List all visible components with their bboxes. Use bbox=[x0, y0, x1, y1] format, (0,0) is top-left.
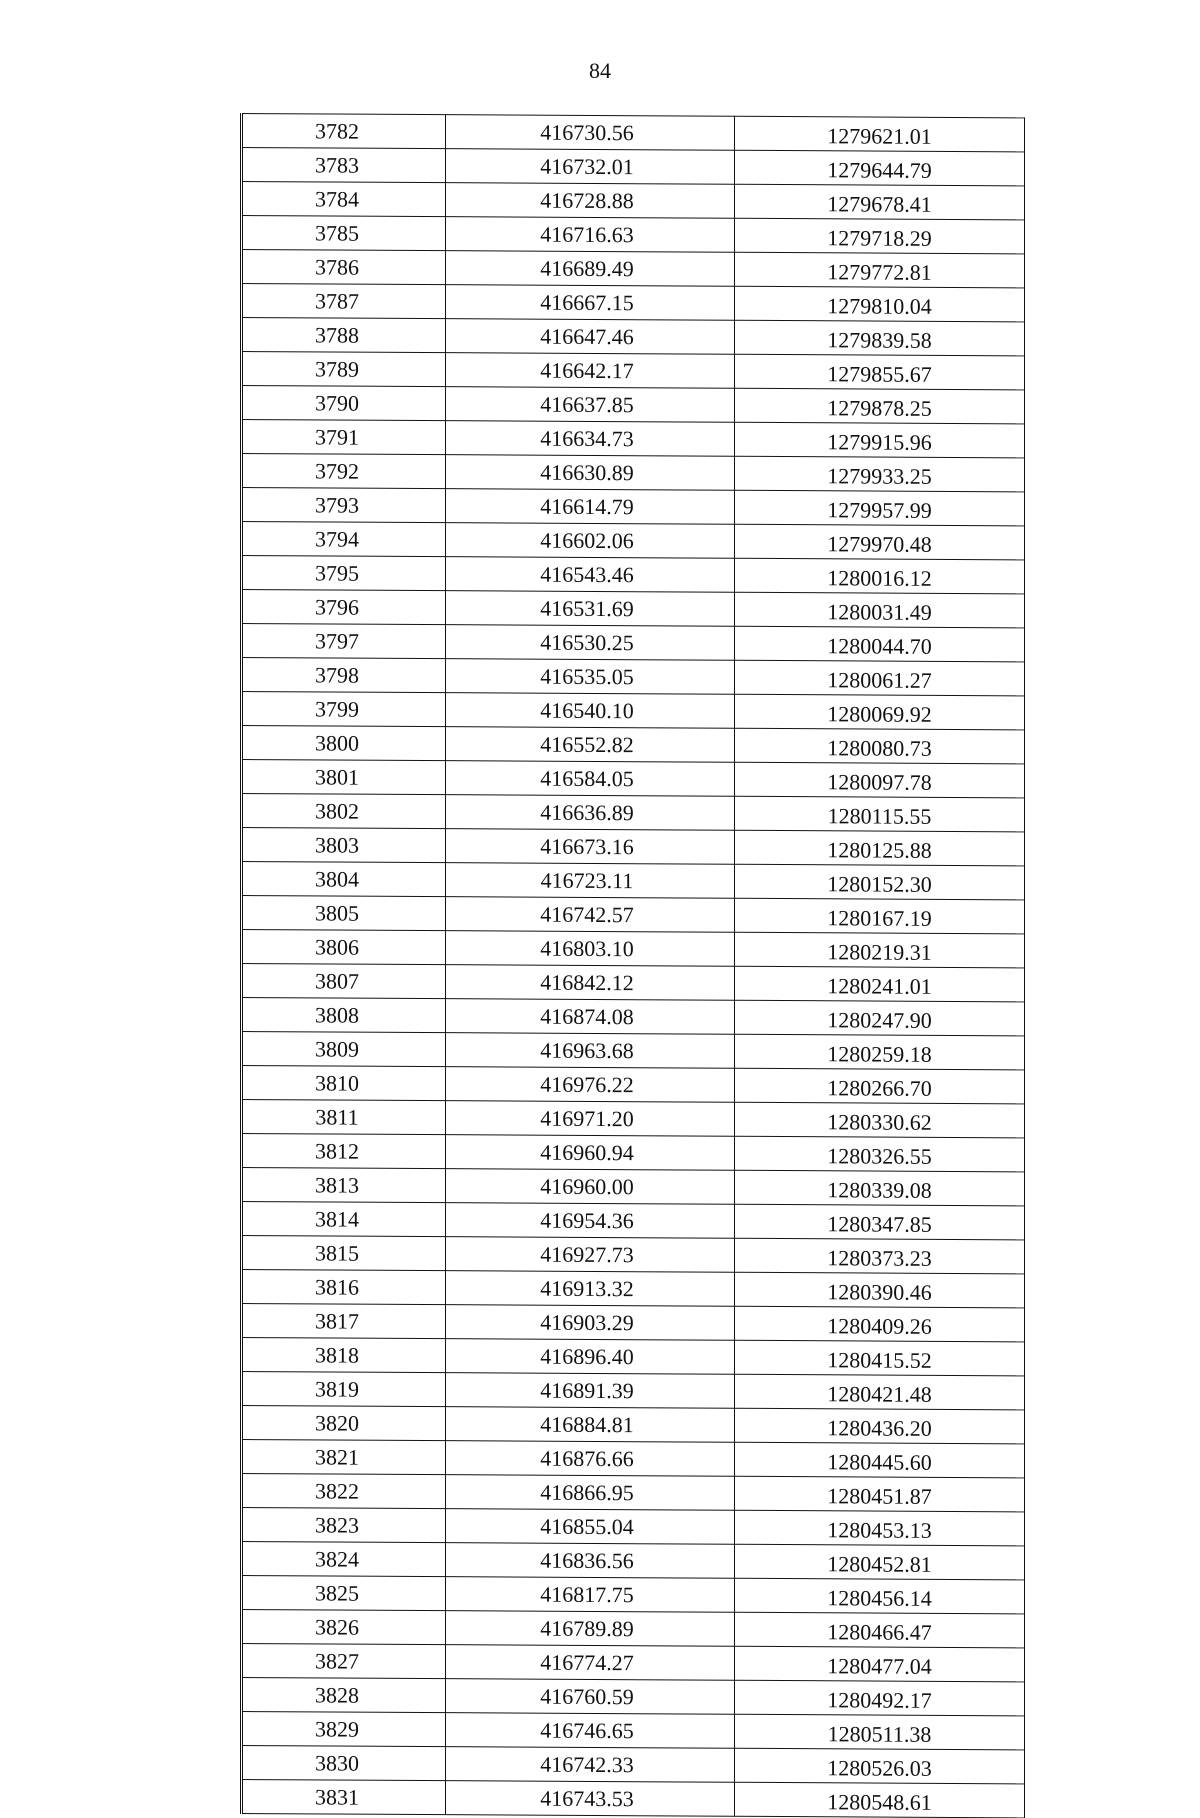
table-row bbox=[242, 760, 1025, 798]
table-row bbox=[242, 1508, 1025, 1546]
point-number-cell: 3829 bbox=[242, 1712, 446, 1747]
point-number-cell: 3805 bbox=[242, 896, 446, 931]
table-row bbox=[242, 1712, 1025, 1750]
table-row bbox=[242, 896, 1025, 934]
point-number-cell: 3815 bbox=[242, 1236, 446, 1271]
y-coordinate-cell: 1280445.60 bbox=[735, 1442, 1025, 1478]
y-coordinate-cell: 1280339.08 bbox=[735, 1170, 1025, 1206]
x-coordinate-cell: 416689.49 bbox=[446, 251, 735, 287]
point-number-cell: 3822 bbox=[242, 1474, 446, 1509]
point-number-cell: 3827 bbox=[242, 1644, 446, 1679]
y-coordinate-cell: 1280548.61 bbox=[735, 1782, 1025, 1818]
x-coordinate-cell: 416789.89 bbox=[446, 1611, 735, 1647]
table-row bbox=[242, 216, 1025, 254]
y-coordinate-cell: 1279621.01 bbox=[735, 116, 1025, 152]
point-number-cell: 3816 bbox=[242, 1270, 446, 1305]
y-coordinate-cell: 1280511.38 bbox=[735, 1714, 1025, 1750]
point-number-cell: 3806 bbox=[242, 930, 446, 965]
y-coordinate-cell: 1280016.12 bbox=[735, 558, 1025, 594]
y-coordinate-cell: 1279878.25 bbox=[735, 388, 1025, 424]
x-coordinate-cell: 416743.53 bbox=[446, 1781, 735, 1817]
x-coordinate-cell: 416874.08 bbox=[446, 999, 735, 1035]
point-number-cell: 3831 bbox=[242, 1780, 446, 1815]
table-body bbox=[242, 114, 1025, 1818]
point-number-cell: 3796 bbox=[242, 590, 446, 625]
table-row bbox=[242, 930, 1025, 968]
table-row bbox=[242, 250, 1025, 288]
point-number-cell: 3794 bbox=[242, 522, 446, 557]
x-coordinate-cell: 416927.73 bbox=[446, 1237, 735, 1273]
table-row bbox=[242, 1746, 1025, 1784]
table-row bbox=[242, 1576, 1025, 1614]
y-coordinate-cell: 1280125.88 bbox=[735, 830, 1025, 866]
x-coordinate-cell: 416647.46 bbox=[446, 319, 735, 355]
table-row bbox=[242, 182, 1025, 220]
x-coordinate-cell: 416903.29 bbox=[446, 1305, 735, 1341]
y-coordinate-cell: 1279644.79 bbox=[735, 150, 1025, 186]
table-row bbox=[242, 1134, 1025, 1172]
y-coordinate-cell: 1280421.48 bbox=[735, 1374, 1025, 1410]
point-number-cell: 3811 bbox=[242, 1100, 446, 1135]
table-row bbox=[242, 624, 1025, 662]
table-row bbox=[242, 1440, 1025, 1478]
point-number-cell: 3791 bbox=[242, 420, 446, 455]
y-coordinate-cell: 1280266.70 bbox=[735, 1068, 1025, 1104]
y-coordinate-cell: 1280347.85 bbox=[735, 1204, 1025, 1240]
point-number-cell: 3804 bbox=[242, 862, 446, 897]
y-coordinate-cell: 1280477.04 bbox=[735, 1646, 1025, 1682]
point-number-cell: 3789 bbox=[242, 352, 446, 387]
point-number-cell: 3784 bbox=[242, 182, 446, 217]
table-row bbox=[242, 1372, 1025, 1410]
y-coordinate-cell: 1280080.73 bbox=[735, 728, 1025, 764]
point-number-cell: 3823 bbox=[242, 1508, 446, 1543]
point-number-cell: 3819 bbox=[242, 1372, 446, 1407]
point-number-cell: 3793 bbox=[242, 488, 446, 523]
point-number-cell: 3783 bbox=[242, 148, 446, 183]
y-coordinate-cell: 1279678.41 bbox=[735, 184, 1025, 220]
x-coordinate-cell: 416673.16 bbox=[446, 829, 735, 865]
y-coordinate-cell: 1280219.31 bbox=[735, 932, 1025, 968]
table-row bbox=[242, 488, 1025, 526]
point-number-cell: 3814 bbox=[242, 1202, 446, 1237]
table-row bbox=[242, 386, 1025, 424]
x-coordinate-cell: 416732.01 bbox=[446, 149, 735, 185]
point-number-cell: 3786 bbox=[242, 250, 446, 285]
point-number-cell: 3800 bbox=[242, 726, 446, 761]
point-number-cell: 3825 bbox=[242, 1576, 446, 1611]
x-coordinate-cell: 416960.94 bbox=[446, 1135, 735, 1171]
y-coordinate-cell: 1280390.46 bbox=[735, 1272, 1025, 1308]
table-row bbox=[242, 1780, 1025, 1818]
y-coordinate-cell: 1280167.19 bbox=[735, 898, 1025, 934]
point-number-cell: 3790 bbox=[242, 386, 446, 421]
point-number-cell: 3817 bbox=[242, 1304, 446, 1339]
table-row bbox=[242, 1032, 1025, 1070]
x-coordinate-cell: 416866.95 bbox=[446, 1475, 735, 1511]
table-row bbox=[242, 1270, 1025, 1308]
x-coordinate-cell: 416746.65 bbox=[446, 1713, 735, 1749]
x-coordinate-cell: 416637.85 bbox=[446, 387, 735, 423]
x-coordinate-cell: 416976.22 bbox=[446, 1067, 735, 1103]
table-row bbox=[242, 658, 1025, 696]
x-coordinate-cell: 416535.05 bbox=[446, 659, 735, 695]
coordinates-table-container bbox=[240, 113, 1023, 1818]
x-coordinate-cell: 416716.63 bbox=[446, 217, 735, 253]
point-number-cell: 3824 bbox=[242, 1542, 446, 1577]
point-number-cell: 3799 bbox=[242, 692, 446, 727]
y-coordinate-cell: 1280436.20 bbox=[735, 1408, 1025, 1444]
y-coordinate-cell: 1280069.92 bbox=[735, 694, 1025, 730]
y-coordinate-cell: 1280451.87 bbox=[735, 1476, 1025, 1512]
table-row bbox=[242, 726, 1025, 764]
table-row bbox=[242, 1610, 1025, 1648]
x-coordinate-cell: 416530.25 bbox=[446, 625, 735, 661]
x-coordinate-cell: 416760.59 bbox=[446, 1679, 735, 1715]
y-coordinate-cell: 1279933.25 bbox=[735, 456, 1025, 492]
y-coordinate-cell: 1279957.99 bbox=[735, 490, 1025, 526]
x-coordinate-cell: 416552.82 bbox=[446, 727, 735, 763]
point-number-cell: 3809 bbox=[242, 1032, 446, 1067]
y-coordinate-cell: 1280526.03 bbox=[735, 1748, 1025, 1784]
point-number-cell: 3828 bbox=[242, 1678, 446, 1713]
x-coordinate-cell: 416531.69 bbox=[446, 591, 735, 627]
y-coordinate-cell: 1280409.26 bbox=[735, 1306, 1025, 1342]
point-number-cell: 3782 bbox=[242, 114, 446, 149]
point-number-cell: 3797 bbox=[242, 624, 446, 659]
x-coordinate-cell: 416913.32 bbox=[446, 1271, 735, 1307]
point-number-cell: 3787 bbox=[242, 284, 446, 319]
y-coordinate-cell: 1280452.81 bbox=[735, 1544, 1025, 1580]
table-row bbox=[242, 862, 1025, 900]
y-coordinate-cell: 1280330.62 bbox=[735, 1102, 1025, 1138]
x-coordinate-cell: 416774.27 bbox=[446, 1645, 735, 1681]
y-coordinate-cell: 1279772.81 bbox=[735, 252, 1025, 288]
y-coordinate-cell: 1279810.04 bbox=[735, 286, 1025, 322]
table-row bbox=[242, 114, 1025, 152]
table-row bbox=[242, 284, 1025, 322]
x-coordinate-cell: 416636.89 bbox=[446, 795, 735, 831]
x-coordinate-cell: 416728.88 bbox=[446, 183, 735, 219]
point-number-cell: 3808 bbox=[242, 998, 446, 1033]
x-coordinate-cell: 416642.17 bbox=[446, 353, 735, 389]
table-row bbox=[242, 1338, 1025, 1376]
x-coordinate-cell: 416891.39 bbox=[446, 1373, 735, 1409]
table-row bbox=[242, 454, 1025, 492]
point-number-cell: 3803 bbox=[242, 828, 446, 863]
point-number-cell: 3788 bbox=[242, 318, 446, 353]
y-coordinate-cell: 1280247.90 bbox=[735, 1000, 1025, 1036]
table-row bbox=[242, 1202, 1025, 1240]
table-row bbox=[242, 998, 1025, 1036]
x-coordinate-cell: 416876.66 bbox=[446, 1441, 735, 1477]
y-coordinate-cell: 1280061.27 bbox=[735, 660, 1025, 696]
x-coordinate-cell: 416667.15 bbox=[446, 285, 735, 321]
table-row bbox=[242, 420, 1025, 458]
table-row bbox=[242, 522, 1025, 560]
table-row bbox=[242, 1236, 1025, 1274]
y-coordinate-cell: 1280259.18 bbox=[735, 1034, 1025, 1070]
x-coordinate-cell: 416614.79 bbox=[446, 489, 735, 525]
table-row bbox=[242, 1406, 1025, 1444]
y-coordinate-cell: 1280456.14 bbox=[735, 1578, 1025, 1614]
x-coordinate-cell: 416971.20 bbox=[446, 1101, 735, 1137]
x-coordinate-cell: 416842.12 bbox=[446, 965, 735, 1001]
point-number-cell: 3830 bbox=[242, 1746, 446, 1781]
point-number-cell: 3820 bbox=[242, 1406, 446, 1441]
point-number-cell: 3785 bbox=[242, 216, 446, 251]
table-row bbox=[242, 318, 1025, 356]
coordinates-table bbox=[240, 113, 1025, 1818]
x-coordinate-cell: 416730.56 bbox=[446, 115, 735, 151]
y-coordinate-cell: 1279718.29 bbox=[735, 218, 1025, 254]
point-number-cell: 3821 bbox=[242, 1440, 446, 1475]
x-coordinate-cell: 416884.81 bbox=[446, 1407, 735, 1443]
table-row bbox=[242, 148, 1025, 186]
y-coordinate-cell: 1279915.96 bbox=[735, 422, 1025, 458]
y-coordinate-cell: 1280044.70 bbox=[735, 626, 1025, 662]
point-number-cell: 3802 bbox=[242, 794, 446, 829]
table-row bbox=[242, 1304, 1025, 1342]
y-coordinate-cell: 1280241.01 bbox=[735, 966, 1025, 1002]
table-row bbox=[242, 1066, 1025, 1104]
y-coordinate-cell: 1280115.55 bbox=[735, 796, 1025, 832]
point-number-cell: 3818 bbox=[242, 1338, 446, 1373]
x-coordinate-cell: 416817.75 bbox=[446, 1577, 735, 1613]
point-number-cell: 3826 bbox=[242, 1610, 446, 1645]
table-row bbox=[242, 556, 1025, 594]
x-coordinate-cell: 416602.06 bbox=[446, 523, 735, 559]
x-coordinate-cell: 416742.33 bbox=[446, 1747, 735, 1783]
point-number-cell: 3812 bbox=[242, 1134, 446, 1169]
x-coordinate-cell: 416584.05 bbox=[446, 761, 735, 797]
table-row bbox=[242, 794, 1025, 832]
y-coordinate-cell: 1280152.30 bbox=[735, 864, 1025, 900]
y-coordinate-cell: 1279970.48 bbox=[735, 524, 1025, 560]
table-row bbox=[242, 1474, 1025, 1512]
table-row bbox=[242, 590, 1025, 628]
table-row bbox=[242, 1100, 1025, 1138]
x-coordinate-cell: 416960.00 bbox=[446, 1169, 735, 1205]
y-coordinate-cell: 1279839.58 bbox=[735, 320, 1025, 356]
x-coordinate-cell: 416634.73 bbox=[446, 421, 735, 457]
table-row bbox=[242, 1644, 1025, 1682]
point-number-cell: 3795 bbox=[242, 556, 446, 591]
y-coordinate-cell: 1280453.13 bbox=[735, 1510, 1025, 1546]
x-coordinate-cell: 416543.46 bbox=[446, 557, 735, 593]
y-coordinate-cell: 1279855.67 bbox=[735, 354, 1025, 390]
page-number: 84 bbox=[589, 58, 611, 83]
y-coordinate-cell: 1280326.55 bbox=[735, 1136, 1025, 1172]
table-row bbox=[242, 964, 1025, 1002]
point-number-cell: 3798 bbox=[242, 658, 446, 693]
point-number-cell: 3810 bbox=[242, 1066, 446, 1101]
y-coordinate-cell: 1280466.47 bbox=[735, 1612, 1025, 1648]
x-coordinate-cell: 416855.04 bbox=[446, 1509, 735, 1545]
point-number-cell: 3801 bbox=[242, 760, 446, 795]
point-number-cell: 3813 bbox=[242, 1168, 446, 1203]
x-coordinate-cell: 416540.10 bbox=[446, 693, 735, 729]
table-row bbox=[242, 692, 1025, 730]
x-coordinate-cell: 416723.11 bbox=[446, 863, 735, 899]
x-coordinate-cell: 416836.56 bbox=[446, 1543, 735, 1579]
x-coordinate-cell: 416803.10 bbox=[446, 931, 735, 967]
x-coordinate-cell: 416954.36 bbox=[446, 1203, 735, 1239]
y-coordinate-cell: 1280097.78 bbox=[735, 762, 1025, 798]
x-coordinate-cell: 416630.89 bbox=[446, 455, 735, 491]
table-row bbox=[242, 828, 1025, 866]
x-coordinate-cell: 416742.57 bbox=[446, 897, 735, 933]
y-coordinate-cell: 1280031.49 bbox=[735, 592, 1025, 628]
x-coordinate-cell: 416896.40 bbox=[446, 1339, 735, 1375]
y-coordinate-cell: 1280492.17 bbox=[735, 1680, 1025, 1716]
table-row bbox=[242, 1168, 1025, 1206]
y-coordinate-cell: 1280415.52 bbox=[735, 1340, 1025, 1376]
point-number-cell: 3792 bbox=[242, 454, 446, 489]
point-number-cell: 3807 bbox=[242, 964, 446, 999]
table-row bbox=[242, 1542, 1025, 1580]
y-coordinate-cell: 1280373.23 bbox=[735, 1238, 1025, 1274]
x-coordinate-cell: 416963.68 bbox=[446, 1033, 735, 1069]
table-row bbox=[242, 352, 1025, 390]
